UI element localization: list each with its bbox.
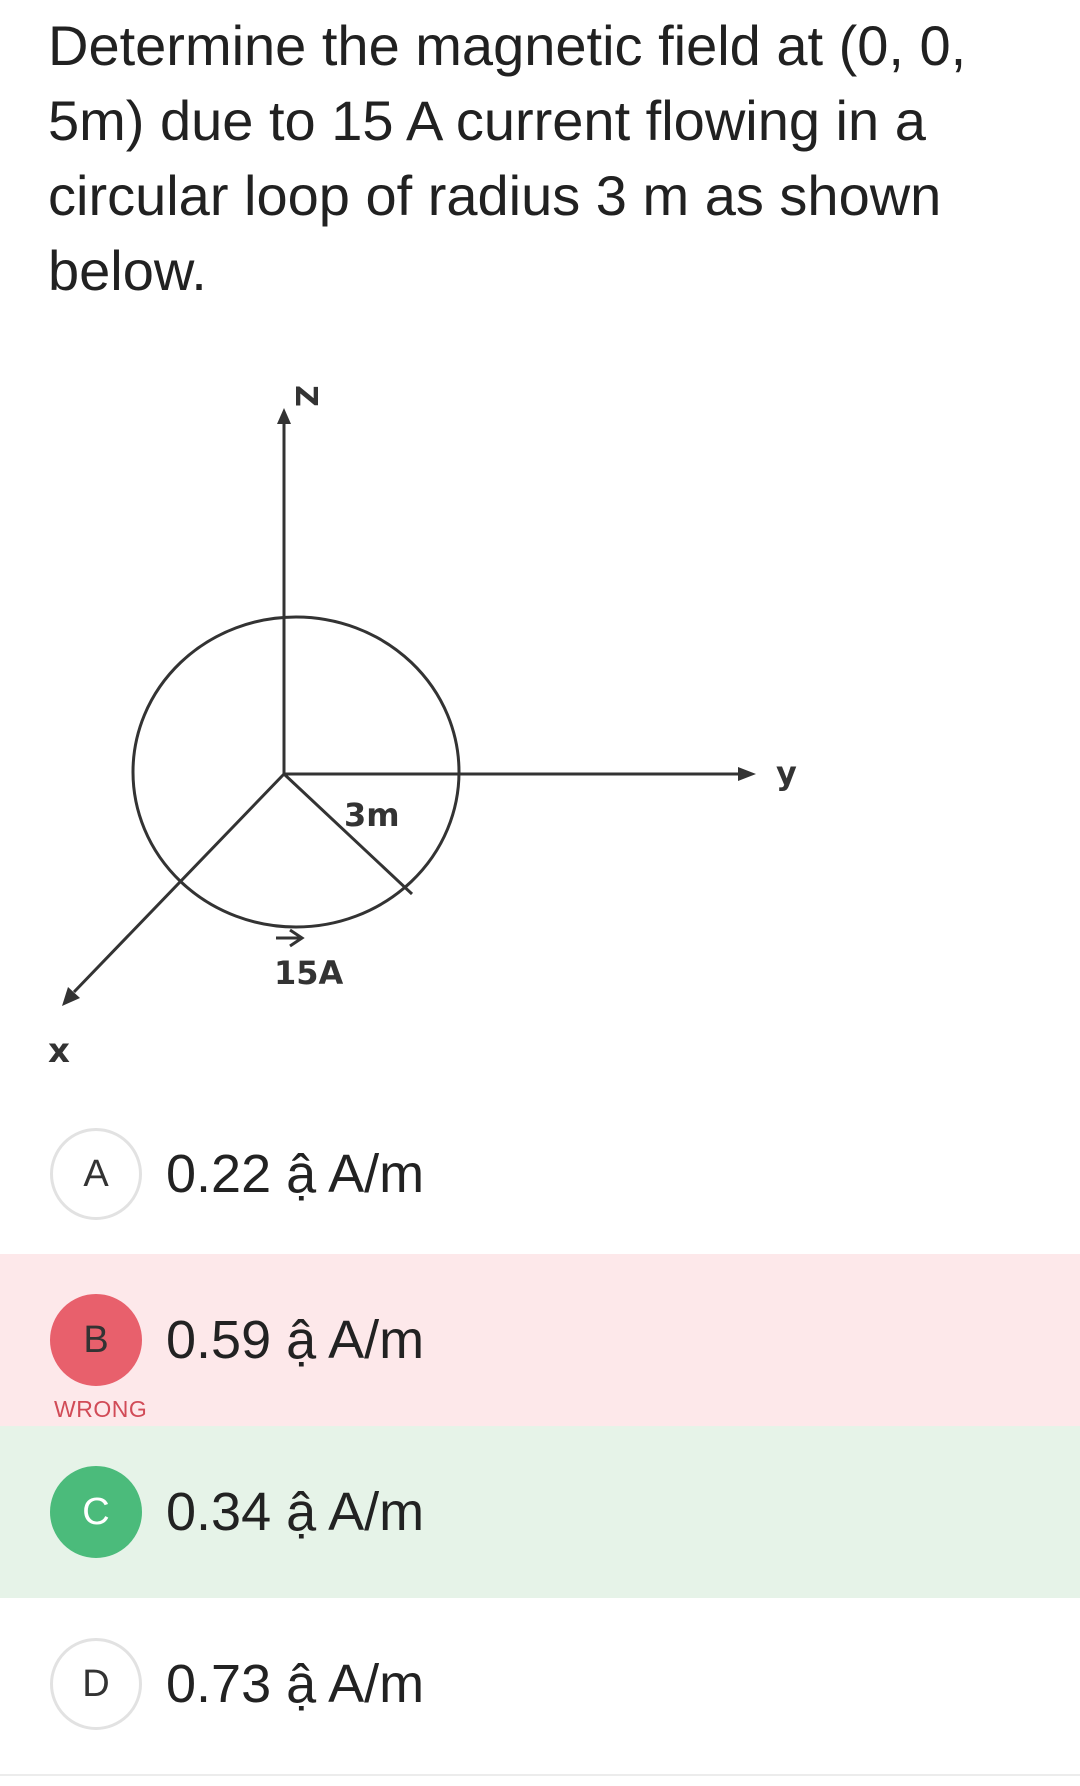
answer-option-d[interactable]: [0, 1598, 1080, 1770]
option-d-text[interactable]: 0.73 ậ A/m: [166, 1654, 425, 1714]
option-c-text[interactable]: 0.34 ậ A/m: [166, 1482, 425, 1542]
y-axis-arrowhead: [738, 767, 756, 781]
option-a-badge[interactable]: A: [50, 1128, 142, 1220]
bottom-divider: [0, 1774, 1080, 1776]
radius-label: 3m: [344, 796, 400, 834]
z-axis-arrowhead: [277, 408, 291, 424]
x-axis-label: x: [48, 1031, 70, 1071]
answer-option-c[interactable]: [0, 1426, 1080, 1598]
magnetic-loop-diagram: [0, 360, 1080, 1080]
option-b-text[interactable]: 0.59 ậ A/m: [166, 1310, 425, 1370]
answer-option-a[interactable]: [0, 1088, 1080, 1260]
radius-line: [284, 774, 412, 894]
x-axis-line: [74, 774, 284, 992]
option-c-badge[interactable]: C: [50, 1466, 142, 1558]
current-label: 15A: [274, 954, 344, 992]
option-d-badge[interactable]: D: [50, 1638, 142, 1730]
y-axis-label: y: [776, 754, 797, 792]
option-b-badge[interactable]: B: [50, 1294, 142, 1386]
option-a-text[interactable]: 0.22 ậ A/m: [166, 1144, 425, 1204]
z-axis-label: Z: [288, 385, 323, 407]
question-text: Determine the magnetic field at (0, 0, 5m) due to 15 A current flowing in a circular loop of radius 3 m as shown below.: [48, 14, 967, 302]
current-arrow: [276, 930, 302, 946]
answer-option-b[interactable]: [0, 1254, 1080, 1426]
option-b-wrong-label: WRONG: [54, 1396, 148, 1422]
